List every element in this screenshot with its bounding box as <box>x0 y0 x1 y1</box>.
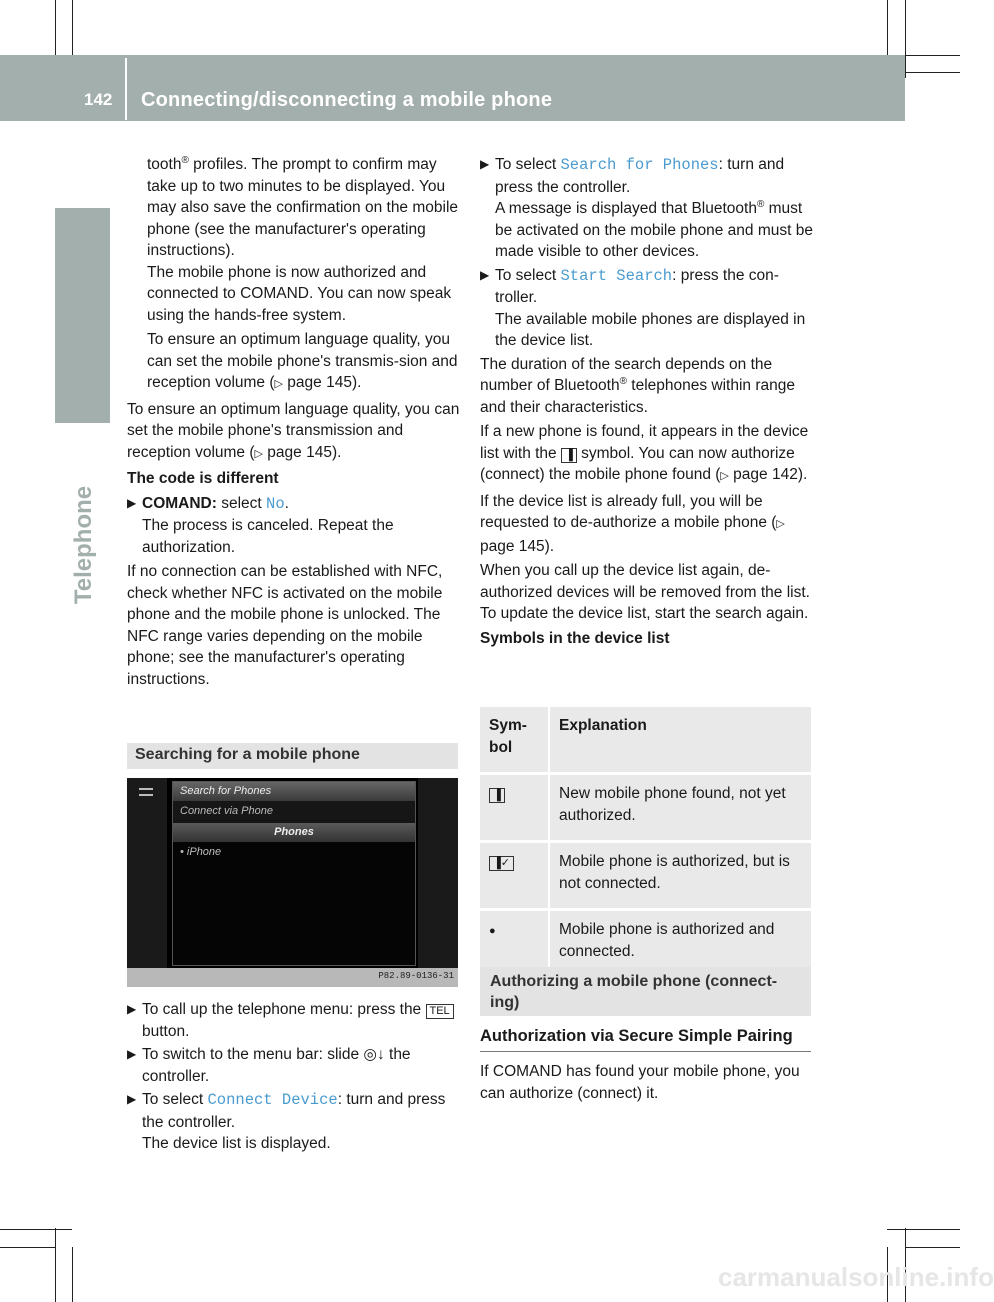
page-title: Connecting/disconnecting a mobile phone <box>141 89 553 111</box>
phone-connected-icon: ● <box>489 925 496 937</box>
instruction-step: ▶ To select Start Search: press the con-troller. The available mobile phones are displayed in the device list. <box>480 266 806 349</box>
table-cell-text: Mobile phone is authorized and connected. <box>549 910 811 978</box>
crop-mark <box>72 1247 73 1302</box>
chapter-tab <box>55 208 110 423</box>
table-header-explanation: Explanation <box>549 707 811 774</box>
subheading: Symbols in the device list <box>480 629 670 647</box>
crop-mark <box>887 0 888 55</box>
image-code: P82.89-0136-31 <box>378 971 454 981</box>
heading-rule <box>480 1051 811 1052</box>
section-heading: Searching for a mobile phone <box>127 743 458 769</box>
paragraph: If the device list is already full, you will be requested to de-authorize a mobile phone (▷ page 145). <box>480 492 785 555</box>
section-heading: Authorizing a mobile phone (connect-ing) <box>480 967 811 1016</box>
table-cell-text: Mobile phone is authorized, but is not connected. <box>549 842 811 910</box>
crop-mark <box>0 1229 72 1230</box>
arrow-icon: ▶ <box>127 1047 137 1061</box>
table-header-symbol: Sym-bol <box>480 707 549 774</box>
header-divider <box>125 58 127 120</box>
phone-icon: ▐ <box>561 448 577 463</box>
paragraph: The duration of the search depends on the number of Bluetooth® telephones within range and their characteristics. <box>480 355 796 416</box>
instruction-step: ▶ To select Search for Phones: turn and press the controller. A message is displayed that Bluetooth® must be activated on the mobile phone and must be made visible to other devices. <box>480 156 813 260</box>
menu-item-search: Search for Phones <box>173 782 415 801</box>
paragraph: To ensure an optimum language quality, you can set the mobile phone's transmis-sion and reception volume (▷ page 145). <box>147 331 458 391</box>
paragraph: tooth® profiles. The prompt to confirm may take up to two minutes to be displayed. You may also save the confirmation on the mobile phone (see the manufacturer's operating instructions). The mobile phone is now authorized and connected to COMAND. You can now speak using the hands-free system. <box>147 154 459 324</box>
crop-mark <box>55 1228 56 1302</box>
instruction-step: ▶ COMAND: select No. The process is canceled. Repeat the authorization. <box>127 494 394 556</box>
arrow-icon: ▶ <box>480 267 490 282</box>
screen-left-strip <box>127 778 167 968</box>
arrow-icon: ▶ <box>127 1002 137 1016</box>
left-column <box>127 154 462 693</box>
back-icon <box>139 788 153 796</box>
arrow-icon: ▶ <box>127 1092 137 1106</box>
crop-mark <box>72 0 73 55</box>
crop-mark <box>905 1247 960 1248</box>
right-column <box>480 154 816 652</box>
table-header-row <box>480 707 811 774</box>
instruction-step: ▶ To call up the telephone menu: press the TEL button. <box>127 999 462 1042</box>
phone-authorized-icon: ▐✓ <box>489 856 514 871</box>
paragraph: To ensure an optimum language quality, you can set the mobile phone's transmission and reception volume (▷ page 145). <box>127 400 460 461</box>
arrow-icon: ▶ <box>127 495 137 510</box>
crop-mark <box>905 55 960 56</box>
crop-mark <box>0 1247 55 1248</box>
menu-item-phones: Phones <box>173 823 415 842</box>
subsection-heading: Authorization via Secure Simple Pairing <box>480 1027 793 1045</box>
table-row <box>480 842 811 910</box>
page-number: 142 <box>84 90 113 109</box>
instruction-step: ▶ To switch to the menu bar: slide ◎↓ the controller. <box>127 1046 411 1085</box>
chapter-label: Telephone <box>70 485 97 605</box>
table-cell-symbol <box>480 774 549 842</box>
watermark: carmanualsonline.info <box>718 1262 994 1292</box>
phone-unauthorized-icon: ▐ <box>489 788 505 803</box>
arrow-icon: ▶ <box>480 157 490 171</box>
crop-mark <box>887 1229 960 1230</box>
paragraph: When you call up the device list again, de-authorized devices will be removed from the list. To update the device list, start the search again. <box>480 562 810 622</box>
crop-mark <box>905 0 906 78</box>
comand-screenshot <box>127 778 458 987</box>
screen-list <box>172 781 416 966</box>
screen-right-strip <box>418 778 458 968</box>
paragraph: If a new phone is found, it appears in the device list with the ▐ symbol. You can now authorize (connect) the mobile phone found (▷ page 142). <box>480 423 809 483</box>
left-column-lower <box>127 999 462 1157</box>
paragraph: If COMAND has found your mobile phone, you can authorize (connect) it. <box>480 1063 800 1102</box>
instruction-step: ▶ To select Connect Device: turn and press the controller. The device list is displayed. <box>127 1091 446 1152</box>
paragraph: If no connection can be established with NFC, check whether NFC is activated on the mobile phone and the mobile phone is unlocked. The NFC range varies depending on the mobile phone; see the manufacturer's operating instructions. <box>127 563 443 688</box>
table-row <box>480 774 811 842</box>
menu-item-iphone: • iPhone <box>180 846 222 858</box>
right-column-bottom <box>480 1061 816 1107</box>
controller-slide-icon: ◎↓ <box>363 1046 385 1063</box>
symbols-table <box>480 707 811 979</box>
menu-item-connect: Connect via Phone <box>173 801 415 823</box>
tel-key-icon: TEL <box>426 1004 454 1019</box>
table-cell-text: New mobile phone found, not yet authorized. <box>549 774 811 842</box>
table-cell-symbol <box>480 842 549 910</box>
subheading: The code is different <box>127 470 279 487</box>
